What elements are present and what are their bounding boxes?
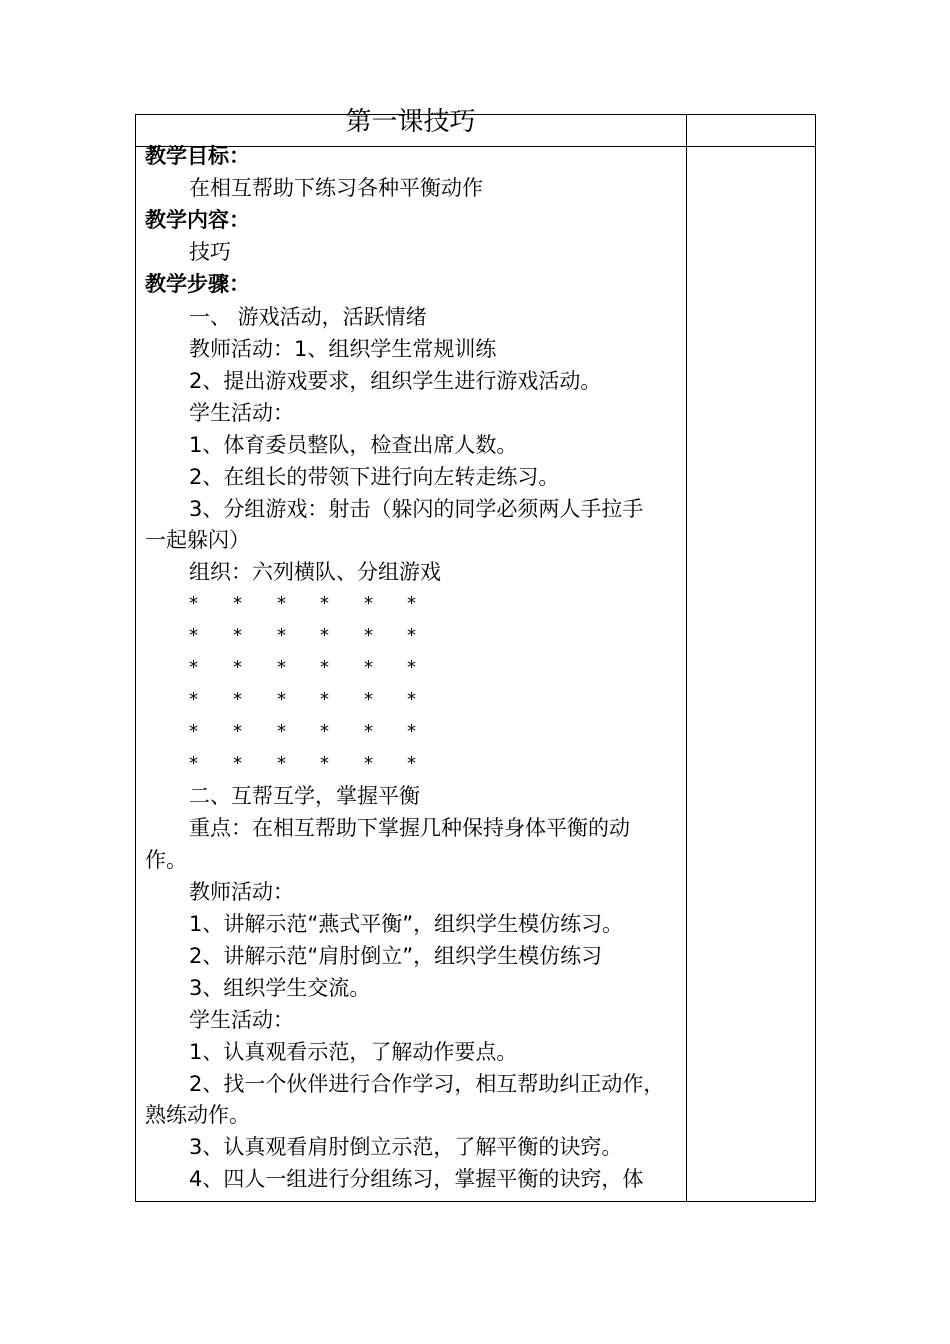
formation-marker: * — [407, 625, 416, 646]
step-line: 3、分组游戏：射击（躲闪的同学必须两人手拉手 — [189, 497, 644, 521]
step-line: 学生活动： — [189, 401, 294, 425]
step-line: 一、 游戏活动，活跃情绪 — [189, 305, 427, 329]
formation-marker: * — [320, 593, 329, 614]
formation-marker: * — [233, 721, 242, 742]
formation-marker: * — [189, 689, 198, 710]
content-heading: 教学内容： — [145, 208, 250, 232]
formation-marker: * — [407, 721, 416, 742]
steps-heading: 教学步骤： — [145, 272, 250, 296]
formation-marker: * — [233, 657, 242, 678]
formation-marker: * — [320, 753, 329, 774]
step-line: 1、体育委员整队，检查出席人数。 — [189, 433, 518, 457]
formation-marker: * — [189, 593, 198, 614]
formation-marker: * — [277, 753, 286, 774]
step-line: 2、讲解示范“肩肘倒立”，组织学生模仿练习 — [189, 944, 603, 968]
formation-marker: * — [277, 657, 286, 678]
formation-marker: * — [364, 721, 373, 742]
formation-marker: * — [364, 657, 373, 678]
lesson-title: 第一课技巧 — [345, 107, 476, 137]
formation-marker: * — [277, 625, 286, 646]
step-line: 2、提出游戏要求，组织学生进行游戏活动。 — [189, 369, 602, 393]
step-line: 2、在组长的带领下进行向左转走练习。 — [189, 465, 560, 489]
formation-marker: * — [407, 689, 416, 710]
formation-marker: * — [189, 625, 198, 646]
formation-marker: * — [189, 721, 198, 742]
step-line: 3、认真观看肩肘倒立示范，了解平衡的诀窍。 — [189, 1135, 623, 1159]
step-line: 2、找一个伙伴进行合作学习，相互帮助纠正动作， — [189, 1072, 665, 1096]
step-line: 作。 — [145, 848, 187, 872]
formation-marker: * — [364, 593, 373, 614]
goal-heading: 教学目标： — [145, 144, 250, 168]
formation-marker: * — [320, 721, 329, 742]
formation-marker: * — [189, 657, 198, 678]
formation-marker: * — [233, 689, 242, 710]
step-line: 4、四人一组进行分组练习，掌握平衡的诀窍，体 — [189, 1167, 644, 1191]
goal-text: 在相互帮助下练习各种平衡动作 — [189, 176, 483, 200]
formation-marker: * — [277, 689, 286, 710]
formation-marker: * — [320, 689, 329, 710]
formation-marker: * — [407, 657, 416, 678]
formation-marker: * — [364, 625, 373, 646]
formation-marker: * — [233, 593, 242, 614]
step-line: 3、组织学生交流。 — [189, 976, 371, 1000]
step-line: 1、认真观看示范，了解动作要点。 — [189, 1040, 518, 1064]
formation-marker: * — [277, 593, 286, 614]
step-line: 重点：在相互帮助下掌握几种保持身体平衡的动 — [189, 816, 630, 840]
formation-marker: * — [233, 625, 242, 646]
step-line: 组织：六列横队、分组游戏 — [189, 560, 441, 584]
step-line: 学生活动： — [189, 1008, 294, 1032]
content-text: 技巧 — [189, 240, 231, 264]
formation-marker: * — [277, 721, 286, 742]
step-line: 教师活动：1、组织学生常规训练 — [189, 337, 497, 361]
formation-marker: * — [364, 689, 373, 710]
formation-marker: * — [189, 753, 198, 774]
step-line: 1、讲解示范“燕式平衡”，组织学生模仿练习。 — [189, 912, 624, 936]
formation-marker: * — [320, 657, 329, 678]
step-line: 熟练动作。 — [145, 1103, 250, 1127]
formation-marker: * — [320, 625, 329, 646]
step-line: 二、互帮互学，掌握平衡 — [189, 784, 420, 808]
formation-marker: * — [407, 593, 416, 614]
formation-marker: * — [233, 753, 242, 774]
formation-marker: * — [407, 753, 416, 774]
step-line: 一起躲闪） — [145, 528, 250, 552]
formation-marker: * — [364, 753, 373, 774]
table-column-divider — [686, 114, 687, 1202]
step-line: 教师活动： — [189, 880, 294, 904]
